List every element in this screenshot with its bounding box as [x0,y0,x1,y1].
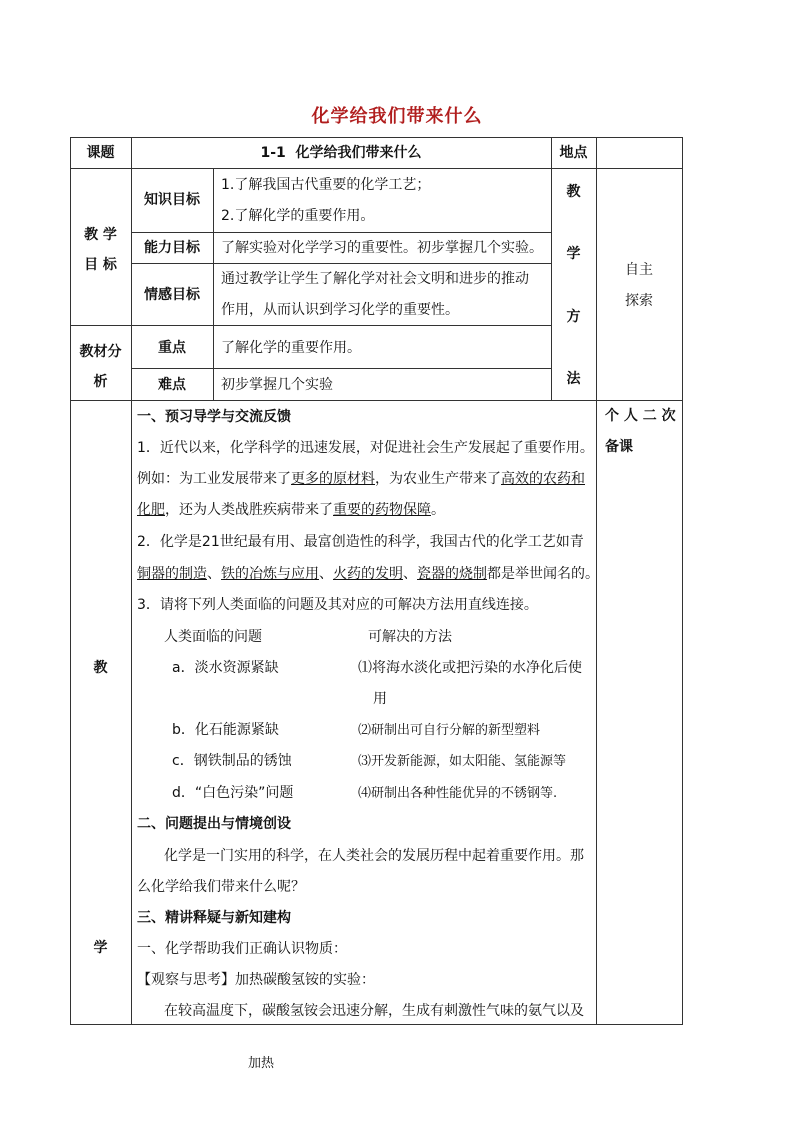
methods-column-header: 可解决的方法 [368,629,452,645]
paragraph-5-text-end: 都是举世闻名的。 [487,566,599,582]
teach-label-top: 教 [93,660,108,676]
topic-label: 课题 [86,145,115,161]
analysis-label: 教材分 析 [79,344,122,390]
key-point-value: 了解化学的重要作用。 [221,340,361,356]
col-divider-3 [551,137,552,400]
row-divider-key [131,368,551,369]
row-divider-analysis [70,400,682,401]
underline-raw-materials: 更多的原材料 [291,471,375,487]
topic-value: 1-1 化学给我们带来什么 [260,145,422,161]
problems-column-header: 人类面临的问题 [164,629,262,645]
page-title: 化学给我们带来什么 [311,106,483,127]
paragraph-1: 1．近代以来，化学科学的迅速发展，对促进社会生产发展起了重要作用。 [137,440,594,456]
place-label: 地点 [559,145,588,161]
method-2: ⑵研制出可自行分解的新型塑料 [358,723,541,738]
underline-iron: 铁的冶炼与应用 [221,566,319,582]
observe-think-tag: 【观察与思考】 [137,972,235,988]
paragraph-2-text-2: ，为农业生产带来了 [375,471,501,487]
side-note-line-2: 备课 [605,439,633,455]
emotion-line-2: 作用，从而认识到学习化学的重要性。 [221,302,459,318]
knowledge-line-2: 2.了解化学的重要作用。 [221,208,375,224]
col-divider-method [596,168,597,400]
objectives-label: 教 学 目 标 [84,227,117,273]
method-3: ⑶开发新能源，如太阳能、氢能源等 [358,754,567,769]
col-divider-teach [596,400,597,1024]
separator-2: 、 [319,566,333,582]
method-label-1: 教 [566,184,581,200]
problem-c: c．钢铁制品的锈蚀 [172,753,292,769]
problem-d: d．“白色污染”问题 [172,785,294,801]
paragraph-2 [137,468,585,488]
method-1: ⑴将海水淡化或把污染的水净化后使 [358,660,582,676]
section-2-title: 二、问题提出与情境创设 [137,816,291,832]
underline-fertilizer: 化肥 [137,502,165,518]
method-label-4: 法 [566,371,581,387]
method-4: ⑷研制出各种性能优异的不锈钢等. [358,786,558,801]
method-label-2: 学 [566,246,581,262]
difficult-point-value: 初步掌握几个实验 [221,377,333,393]
knowledge-line-1: 1.了解我国古代重要的化学工艺； [221,177,431,193]
table-border-right [682,137,683,1025]
paragraph-4: 2．化学是21世纪最有用、最富创造性的科学，我国古代的化学工艺如青 [137,534,584,550]
row-divider-objectives [70,325,551,326]
col-divider-1 [131,137,132,1025]
paragraph-3-text-2: 。 [431,502,445,518]
table-border-bottom [70,1024,682,1025]
method-value-2: 探索 [625,293,653,309]
paragraph-3-text-1: ，还为人类战胜疾病带来了 [165,502,333,518]
underline-pesticides: 高效的农药和 [501,471,585,487]
col-divider-4 [596,137,597,168]
row-divider-ability [131,263,551,264]
paragraph-8: 么化学给我们带来什么呢？ [137,879,305,895]
underline-medicine: 重要的药物保障 [333,502,431,518]
paragraph-10-text: 加热碳酸氢铵的实验： [235,972,375,988]
separator-3: 、 [403,566,417,582]
ability-value: 了解实验对化学学习的重要性。初步掌握几个实验。 [221,240,543,256]
paragraph-3 [137,499,445,519]
table-border-top [70,137,682,138]
problem-b: b．化石能源紧缺 [172,722,279,738]
underline-gunpowder: 火药的发明 [333,566,403,582]
underline-porcelain: 瓷器的烧制 [417,566,487,582]
underline-bronze: 铜器的制造 [137,566,207,582]
paragraph-2-text-1: 例如：为工业发展带来了 [137,471,291,487]
row-divider-header [70,168,682,169]
paragraph-5 [137,563,599,583]
method-1-continued: 用 [373,691,387,707]
separator-1: 、 [207,566,221,582]
teach-label-bottom: 学 [93,940,108,956]
difficult-point-label: 难点 [158,377,186,393]
method-value-1: 自主 [625,262,653,278]
section-1-title: 一、预习导学与交流反馈 [137,409,291,425]
ability-label: 能力目标 [144,240,200,256]
paragraph-9: 一、化学帮助我们正确认识物质： [137,941,347,957]
emotion-label: 情感目标 [144,287,200,303]
method-label-3: 方 [566,309,581,325]
section-3-title: 三、精讲释疑与新知建构 [137,910,291,926]
row-divider-knowledge [131,232,551,233]
emotion-line-1: 通过教学让学生了解化学对社会文明和进步的推动 [221,271,529,287]
paragraph-11: 在较高温度下，碳酸氢铵会迅速分解，生成有刺激性气味的氨气以及 [164,1003,584,1019]
footer-heating-label: 加热 [248,1056,275,1071]
side-note-line-1: 个 人 二 次 [605,408,676,424]
problem-a: a．淡水资源紧缺 [172,660,279,676]
col-divider-2 [213,168,214,400]
paragraph-10 [137,969,375,989]
key-point-label: 重点 [158,340,186,356]
paragraph-6: 3．请将下列人类面临的问题及其对应的可解决方法用直线连接。 [137,597,538,613]
knowledge-label: 知识目标 [144,192,200,208]
paragraph-7: 化学是一门实用的科学，在人类社会的发展历程中起着重要作用。那 [164,848,584,864]
